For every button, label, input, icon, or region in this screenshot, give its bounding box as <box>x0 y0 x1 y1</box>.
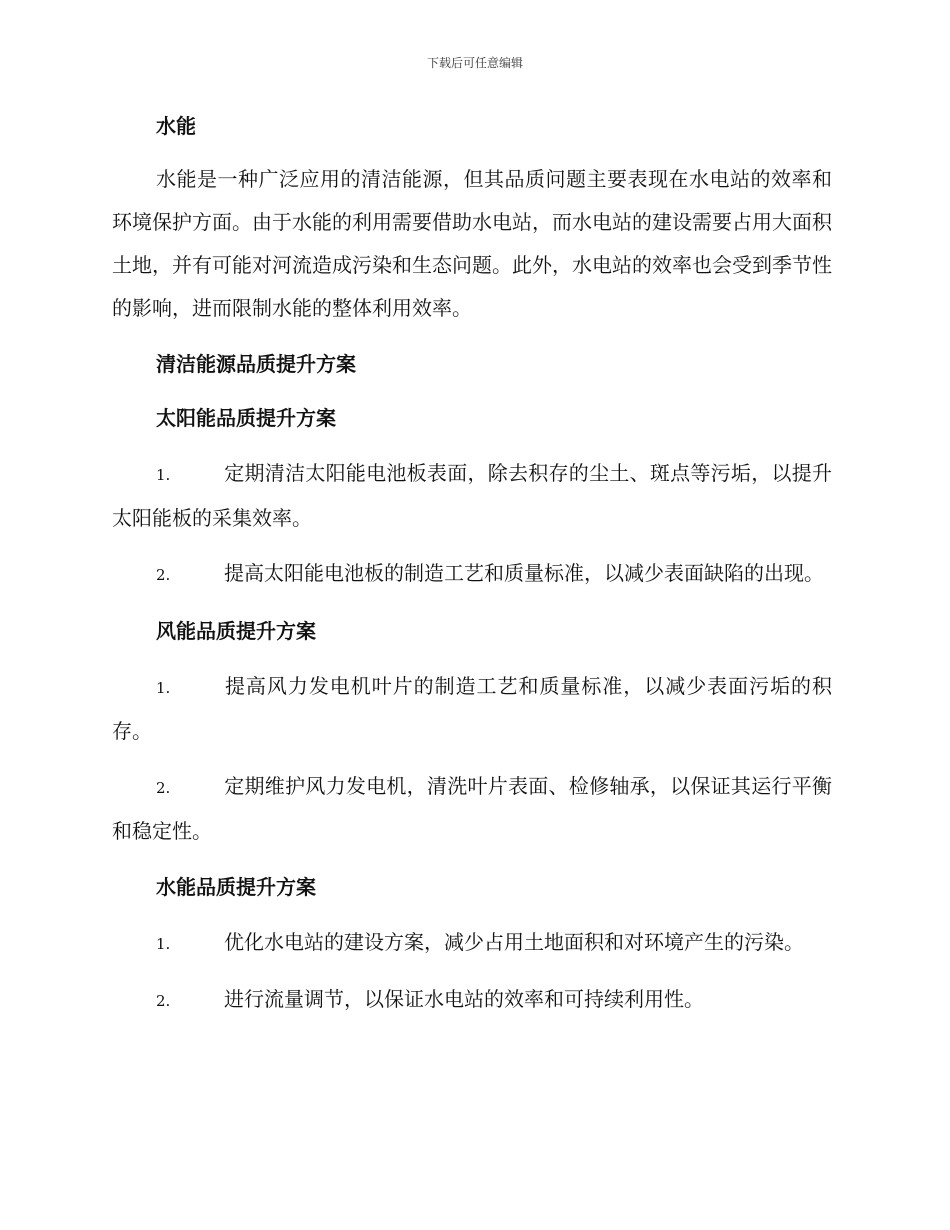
list-text: 定期清洁太阳能电池板表面，除去积存的尘土、斑点等污垢，以提升太阳能板的采集效率。 <box>112 461 832 530</box>
list-item <box>112 552 832 597</box>
document-body <box>112 106 832 1023</box>
list-item <box>112 452 832 540</box>
list-number: 1. <box>156 466 171 484</box>
section-title-wind: 风能品质提升方案 <box>156 619 316 643</box>
list-number: 1. <box>156 935 171 953</box>
list-item <box>112 665 832 753</box>
list-number: 1. <box>156 679 171 697</box>
paragraph-water: 水能是一种广泛应用的清洁能源，但其品质问题主要表现在水电站的效率和环境保护方面。由于水能的利用需要借助水电站，而水电站的建设需要占用大面积土地，并有可能对河流造成污染和生态问题。此外，水电站的效率也会受到季节性的影响，进而限制水能的整体利用效率。 <box>112 167 832 320</box>
section-title-water: 水能 <box>156 114 196 138</box>
list-number: 2. <box>156 566 171 584</box>
list-number: 2. <box>156 992 171 1010</box>
list-text: 进行流量调节，以保证水电站的效率和可持续利用性。 <box>224 987 704 1011</box>
list-text: 提高风力发电机叶片的制造工艺和质量标准，以减少表面污垢的积存。 <box>112 674 832 743</box>
section-title-plan: 清洁能源品质提升方案 <box>156 352 356 376</box>
page-header: 下载后可任意编辑 <box>426 56 523 70</box>
section-title-hydro: 水能品质提升方案 <box>156 875 316 899</box>
list-text: 提高太阳能电池板的制造工艺和质量标准，以减少表面缺陷的出现。 <box>224 561 824 585</box>
list-number: 2. <box>156 779 171 797</box>
list-item <box>112 921 832 966</box>
section-title-solar: 太阳能品质提升方案 <box>156 406 336 430</box>
list-text: 优化水电站的建设方案，减少占用土地面积和对环境产生的污染。 <box>224 930 804 954</box>
list-item <box>112 978 832 1023</box>
list-item <box>112 765 832 853</box>
list-text: 定期维护风力发电机，清洗叶片表面、检修轴承，以保证其运行平衡和稳定性。 <box>112 774 832 843</box>
